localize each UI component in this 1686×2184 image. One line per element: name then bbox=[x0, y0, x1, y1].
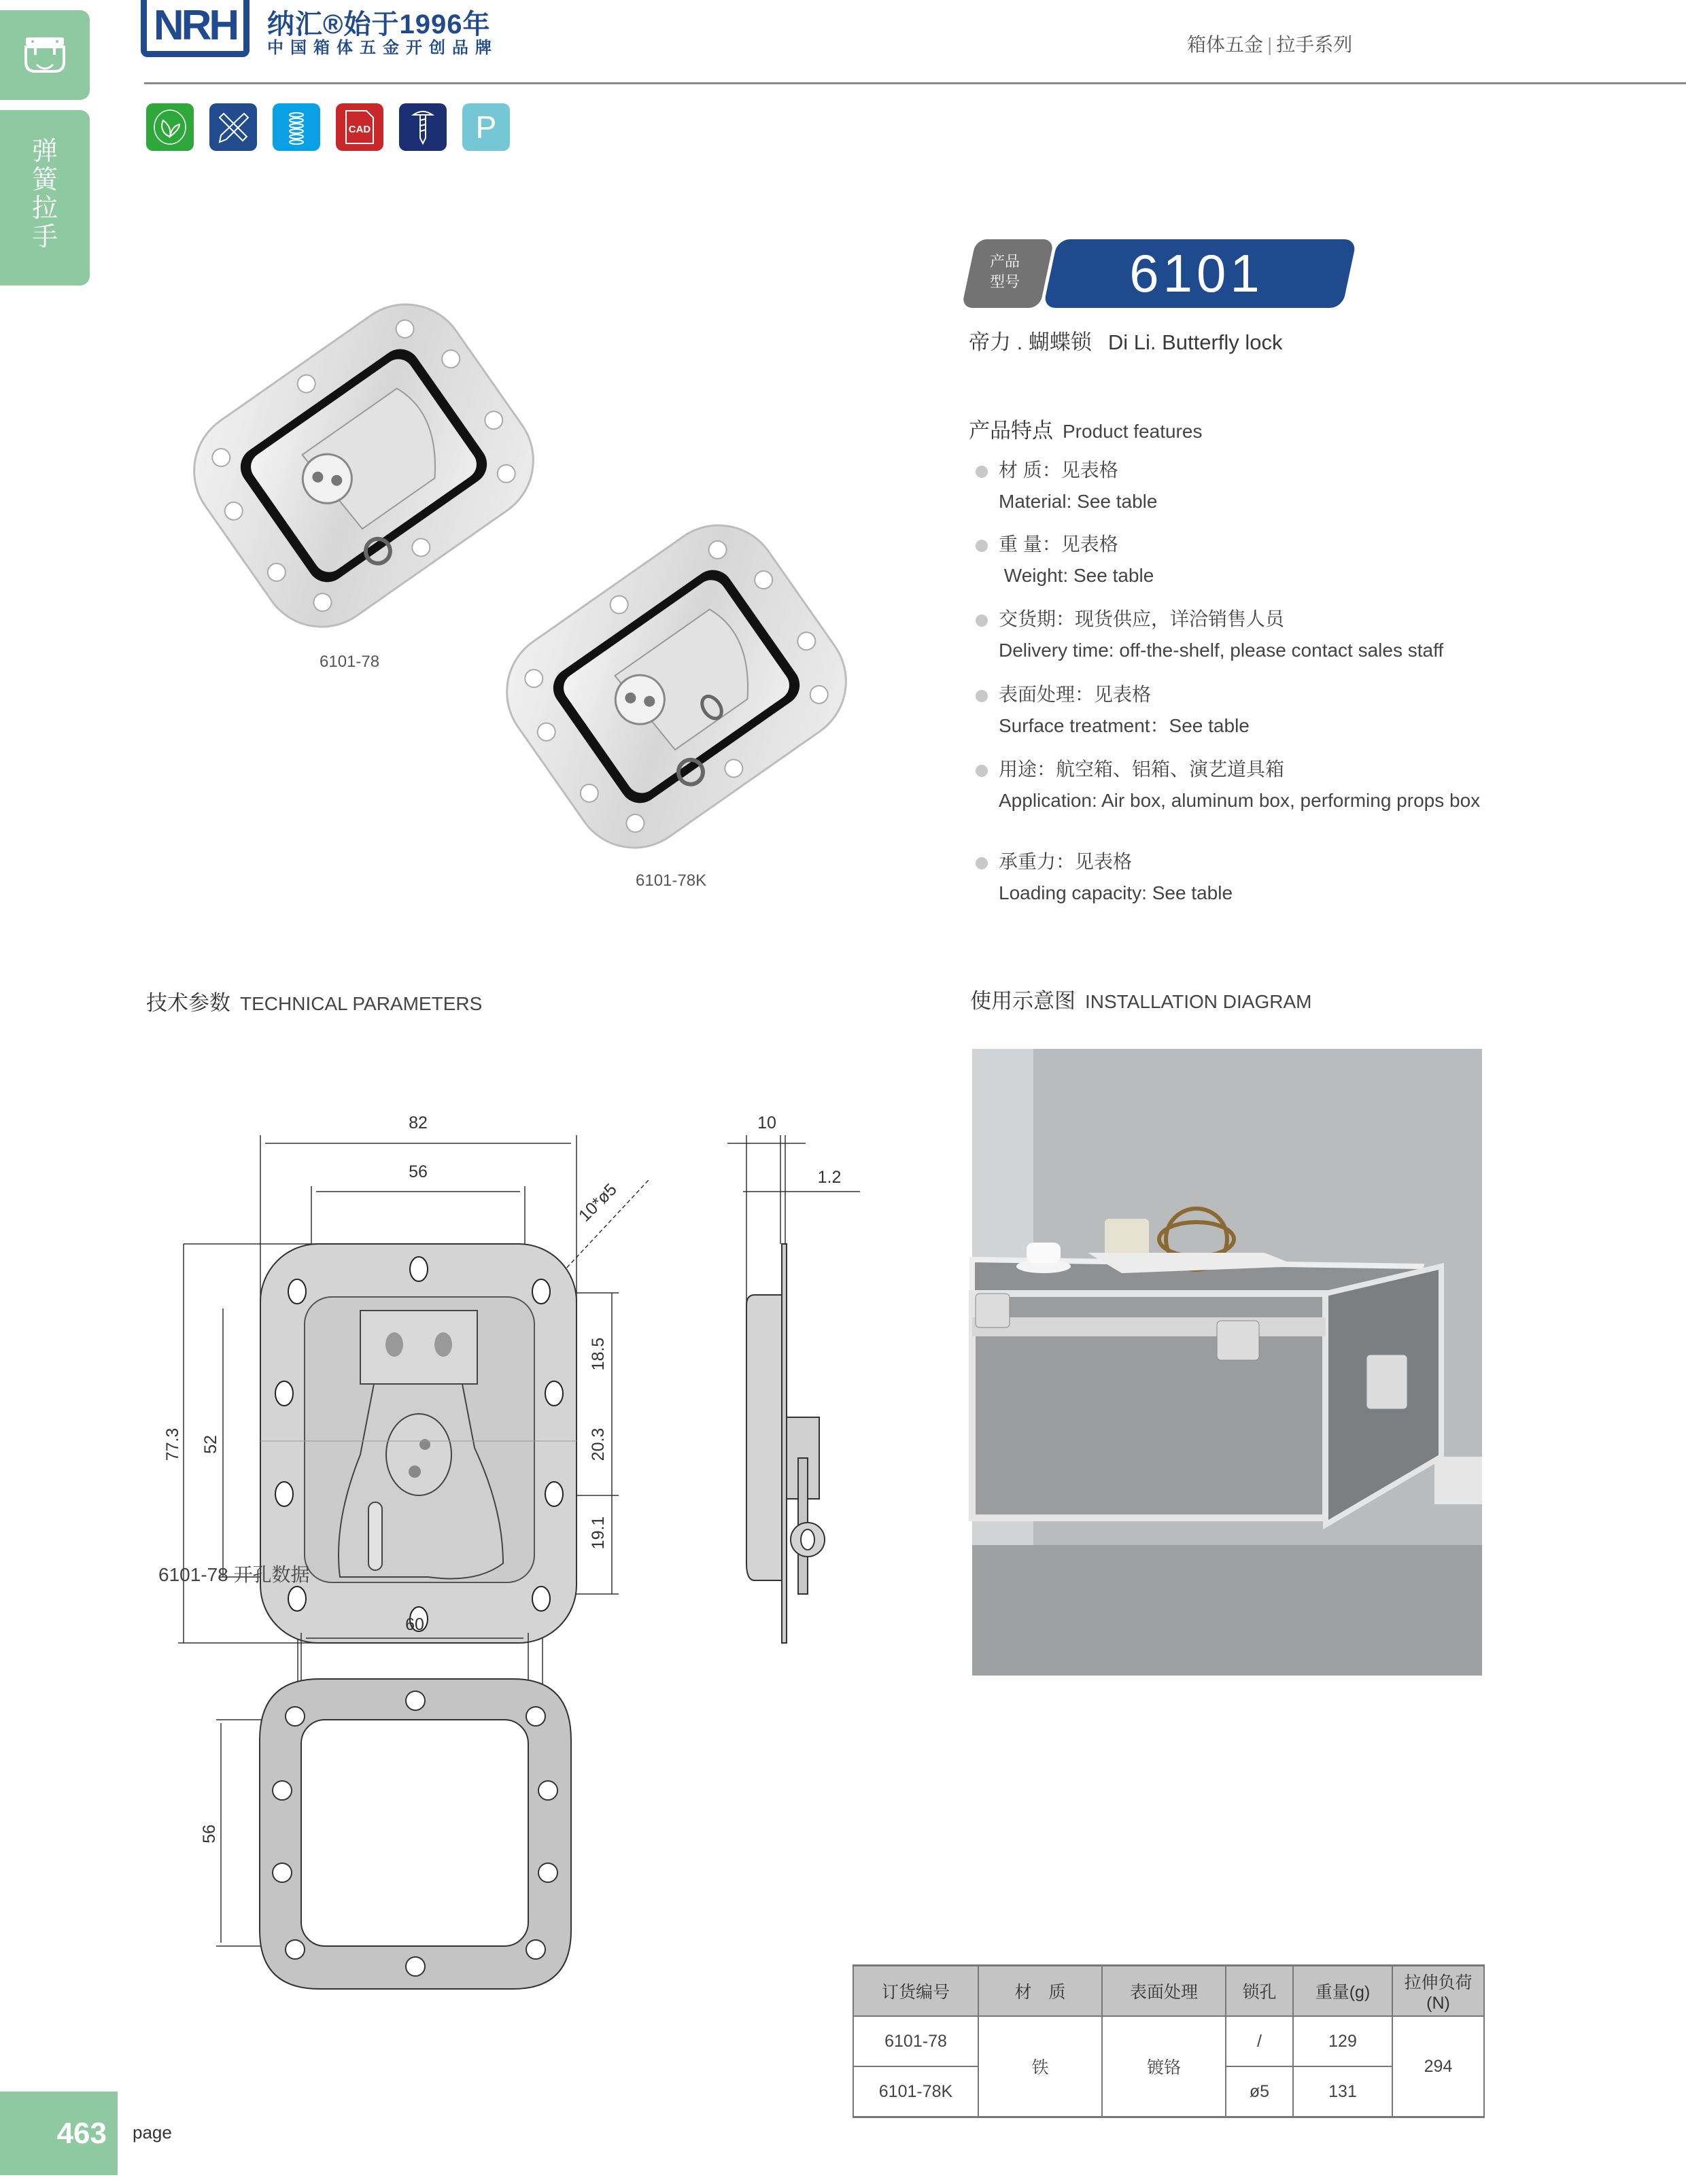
svg-text:10*ø5: 10*ø5 bbox=[574, 1179, 621, 1226]
product-photo-6101-78k bbox=[469, 523, 884, 850]
svg-text:20.3: 20.3 bbox=[589, 1427, 608, 1461]
svg-text:1.2: 1.2 bbox=[817, 1168, 842, 1187]
feature-item-material bbox=[976, 457, 1488, 514]
cell-lock-hole: ø5 bbox=[1226, 2066, 1293, 2117]
col-material: 材 质 bbox=[978, 1966, 1102, 2017]
bullet-icon bbox=[976, 690, 988, 702]
table-header-row bbox=[853, 1966, 1484, 2017]
feature-en: Delivery time: off-the-shelf, please contact sales staff bbox=[999, 640, 1444, 661]
page-number: 463 bbox=[0, 2092, 118, 2175]
features-title bbox=[969, 413, 1202, 444]
bullet-icon bbox=[976, 540, 988, 552]
breadcrumb-category[interactable]: 箱体五金 bbox=[1187, 34, 1264, 55]
features-title-en: Product features bbox=[1063, 421, 1203, 442]
svg-text:52: 52 bbox=[201, 1435, 220, 1454]
cell-order-code: 6101-78K bbox=[853, 2066, 978, 2117]
cell-order-code: 6101-78 bbox=[853, 2016, 978, 2066]
model-number: 6101 bbox=[1129, 243, 1264, 303]
svg-text:60: 60 bbox=[405, 1615, 424, 1634]
col-tensile-load: 拉伸负荷(N) bbox=[1392, 1966, 1484, 2017]
bullet-icon bbox=[976, 765, 988, 777]
breadcrumb-subcategory[interactable]: 拉手系列 bbox=[1276, 34, 1353, 55]
bullet-icon bbox=[976, 466, 988, 478]
col-weight: 重量(g) bbox=[1293, 1966, 1392, 2017]
category-char: 弹 bbox=[31, 137, 58, 166]
brand-logo-mark: NRH bbox=[141, 0, 250, 57]
sidebar-icon-tab[interactable] bbox=[0, 10, 90, 100]
product-name-en: Di Li. Butterfly lock bbox=[1107, 330, 1283, 354]
feature-cn: 承重力：见表格 bbox=[999, 851, 1133, 872]
header-divider bbox=[144, 82, 1686, 84]
patent-p-label: P bbox=[475, 109, 497, 145]
category-char: 手 bbox=[31, 223, 58, 252]
spring-icon bbox=[273, 103, 320, 151]
cell-material: 铁 bbox=[978, 2016, 1102, 2117]
table-row bbox=[853, 2016, 1484, 2066]
col-lock-hole: 锁孔 bbox=[1226, 1966, 1293, 2017]
installation-title bbox=[970, 984, 1311, 1014]
screw-icon bbox=[399, 103, 447, 151]
breadcrumb bbox=[1187, 30, 1352, 57]
cutout-drawing bbox=[136, 1536, 612, 1985]
feature-cn: 表面处理：见表格 bbox=[999, 684, 1152, 705]
model-label-line: 产品 bbox=[989, 253, 1020, 270]
breadcrumb-separator: | bbox=[1267, 34, 1273, 55]
model-label-line: 型号 bbox=[989, 273, 1020, 290]
svg-text:10: 10 bbox=[757, 1113, 776, 1132]
col-order-code: 订货编号 bbox=[853, 1966, 978, 2017]
feature-item-surface bbox=[976, 681, 1488, 738]
model-label-text bbox=[984, 252, 1025, 292]
brand-slogan: 纳汇®始于1996年 bbox=[267, 10, 491, 39]
design-tools-icon bbox=[209, 103, 257, 151]
category-char: 簧 bbox=[31, 166, 58, 194]
svg-text:56: 56 bbox=[409, 1162, 428, 1181]
feature-en: Weight: See table bbox=[999, 565, 1154, 586]
feature-cn: 用途：航空箱、铝箱、演艺道具箱 bbox=[999, 759, 1285, 780]
photo-label-6101-78k: 6101-78K bbox=[636, 871, 707, 890]
feature-cn: 材 质：见表格 bbox=[999, 460, 1118, 481]
latch-case-icon bbox=[23, 35, 67, 75]
feature-en: Material: See table bbox=[999, 491, 1158, 512]
cell-tensile-load: 294 bbox=[1392, 2016, 1484, 2117]
svg-text:82: 82 bbox=[409, 1113, 428, 1132]
feature-item-loading bbox=[976, 848, 1488, 905]
feature-cn: 重 量：见表格 bbox=[999, 534, 1118, 555]
cell-weight: 129 bbox=[1293, 2016, 1392, 2066]
feature-en: Application: Air box, aluminum box, performing props box bbox=[999, 790, 1481, 811]
svg-text:77.3: 77.3 bbox=[163, 1427, 182, 1461]
features-title-cn: 产品特点 bbox=[969, 419, 1053, 443]
eco-leaf-icon bbox=[146, 103, 194, 151]
bullet-icon bbox=[976, 614, 988, 627]
svg-text:19.1: 19.1 bbox=[589, 1516, 608, 1550]
cell-surface: 镀铬 bbox=[1102, 2016, 1226, 2117]
front-view-drawing bbox=[136, 965, 884, 1550]
installation-title-cn: 使用示意图 bbox=[970, 989, 1076, 1013]
sidebar-category-tab[interactable] bbox=[0, 110, 90, 285]
feature-cn: 交货期：现货供应，详洽销售人员 bbox=[999, 608, 1285, 629]
cell-weight: 131 bbox=[1293, 2066, 1392, 2117]
page-label: page bbox=[133, 2122, 172, 2143]
brand-tagline: 中国箱体五金开创品牌 bbox=[267, 39, 498, 57]
photo-label-6101-78: 6101-78 bbox=[320, 653, 380, 671]
spec-table bbox=[853, 1964, 1485, 2118]
cutout-title: 6101-78 开孔数据 bbox=[158, 1564, 310, 1585]
feature-en: Surface treatment：See table bbox=[999, 715, 1250, 736]
product-name-cn: 帝力 . 蝴蝶锁 bbox=[969, 330, 1092, 354]
svg-text:56: 56 bbox=[200, 1824, 219, 1843]
cad-file-icon bbox=[336, 103, 383, 151]
feature-item-delivery bbox=[976, 606, 1488, 663]
feature-en: Loading capacity: See table bbox=[999, 882, 1233, 903]
technical-title-cn: 技术参数 bbox=[146, 991, 230, 1015]
product-name bbox=[969, 325, 1283, 356]
cell-lock-hole: / bbox=[1226, 2016, 1293, 2066]
category-char: 拉 bbox=[31, 194, 58, 223]
svg-text:18.5: 18.5 bbox=[589, 1337, 608, 1371]
installation-title-en: INSTALLATION DIAGRAM bbox=[1085, 991, 1312, 1012]
technical-title-en: TECHNICAL PARAMETERS bbox=[240, 993, 483, 1014]
installation-photo bbox=[972, 1049, 1482, 1676]
col-surface: 表面处理 bbox=[1102, 1966, 1226, 2017]
feature-item-application bbox=[976, 756, 1488, 813]
patent-p-icon bbox=[462, 103, 510, 151]
feature-item-weight bbox=[976, 531, 1488, 588]
category-vertical-label bbox=[0, 137, 90, 252]
bullet-icon bbox=[976, 857, 988, 869]
svg-text:CAD: CAD bbox=[348, 124, 371, 135]
